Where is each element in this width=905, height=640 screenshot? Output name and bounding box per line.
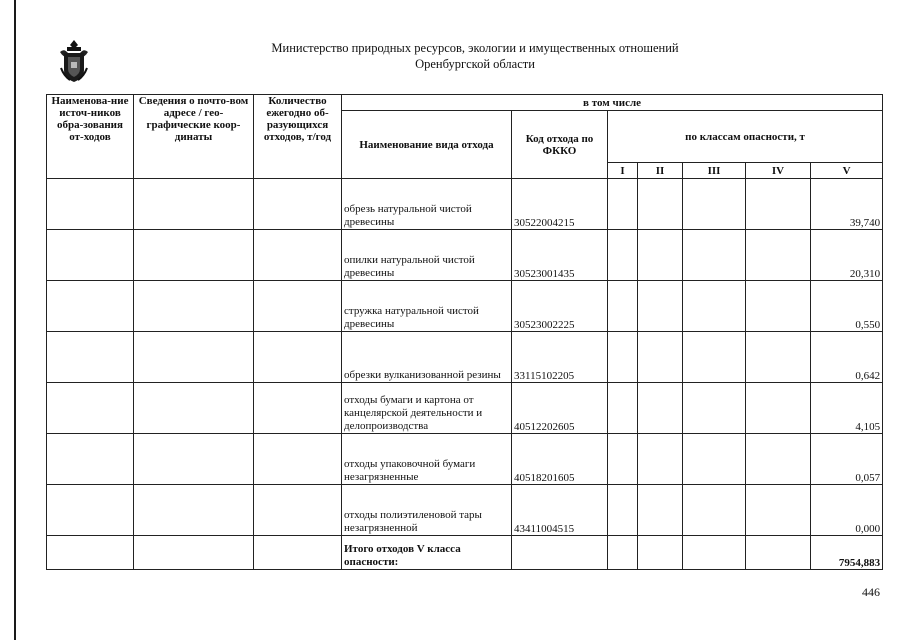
coat-of-arms-icon xyxy=(56,38,92,84)
page-number: 446 xyxy=(862,585,880,599)
header-including: в том числе xyxy=(342,95,883,111)
class-5-value: 0,057 xyxy=(811,434,883,485)
waste-table xyxy=(46,94,883,570)
header-class-3: III xyxy=(683,163,746,179)
waste-name: обрезь натуральной чистой древесины xyxy=(342,179,512,230)
fkko-code: 30523001435 xyxy=(512,230,608,281)
table-row xyxy=(47,383,883,434)
class-5-value: 4,105 xyxy=(811,383,883,434)
ministry-name: Министерство природных ресурсов, экологии и имущественных отношений xyxy=(271,41,679,55)
fkko-code: 40512202605 xyxy=(512,383,608,434)
header-class-4: IV xyxy=(746,163,811,179)
class-5-value: 0,550 xyxy=(811,281,883,332)
fkko-code: 33115102205 xyxy=(512,332,608,383)
header-quantity: Количество ежегодно об-разующихся отходов, т/год xyxy=(254,95,342,179)
table-row xyxy=(47,332,883,383)
total-label: Итого отходов V класса опасности: xyxy=(342,536,512,570)
waste-name: отходы бумаги и картона от канцелярской деятельности и делопроизводства xyxy=(342,383,512,434)
binder-margin-line xyxy=(14,0,16,640)
table-row xyxy=(47,179,883,230)
table-row xyxy=(47,230,883,281)
waste-name: отходы упаковочной бумаги незагрязненные xyxy=(342,434,512,485)
waste-name: стружка натуральной чистой древесины xyxy=(342,281,512,332)
class-5-value: 39,740 xyxy=(811,179,883,230)
class-5-value: 20,310 xyxy=(811,230,883,281)
header-class-5: V xyxy=(811,163,883,179)
region-name: Оренбургской области xyxy=(415,57,535,71)
table-row xyxy=(47,281,883,332)
fkko-code: 43411004515 xyxy=(512,485,608,536)
header-address: Сведения о почто-вом адресе / гео-графические коор-динаты xyxy=(134,95,254,179)
fkko-code: 30522004215 xyxy=(512,179,608,230)
waste-name: отходы полиэтиленовой тары незагрязненной xyxy=(342,485,512,536)
waste-name: обрезки вулканизованной резины xyxy=(342,332,512,383)
fkko-code: 40518201605 xyxy=(512,434,608,485)
table-row xyxy=(47,485,883,536)
header-waste-name: Наименование вида отхода xyxy=(342,111,512,179)
total-value: 7954,883 xyxy=(811,536,883,570)
waste-name: опилки натуральной чистой древесины xyxy=(342,230,512,281)
header-hazard-classes: по классам опасности, т xyxy=(608,111,883,163)
header-fkko-code: Код отхода по ФККО xyxy=(512,111,608,179)
header-class-2: II xyxy=(638,163,683,179)
header-source: Наименова-ние источ-ников обра-зования от-ходов xyxy=(47,95,134,179)
table-row xyxy=(47,434,883,485)
document-header xyxy=(150,40,800,72)
fkko-code: 30523002225 xyxy=(512,281,608,332)
class-5-value: 0,642 xyxy=(811,332,883,383)
header-class-1: I xyxy=(608,163,638,179)
total-row xyxy=(47,536,883,570)
class-5-value: 0,000 xyxy=(811,485,883,536)
